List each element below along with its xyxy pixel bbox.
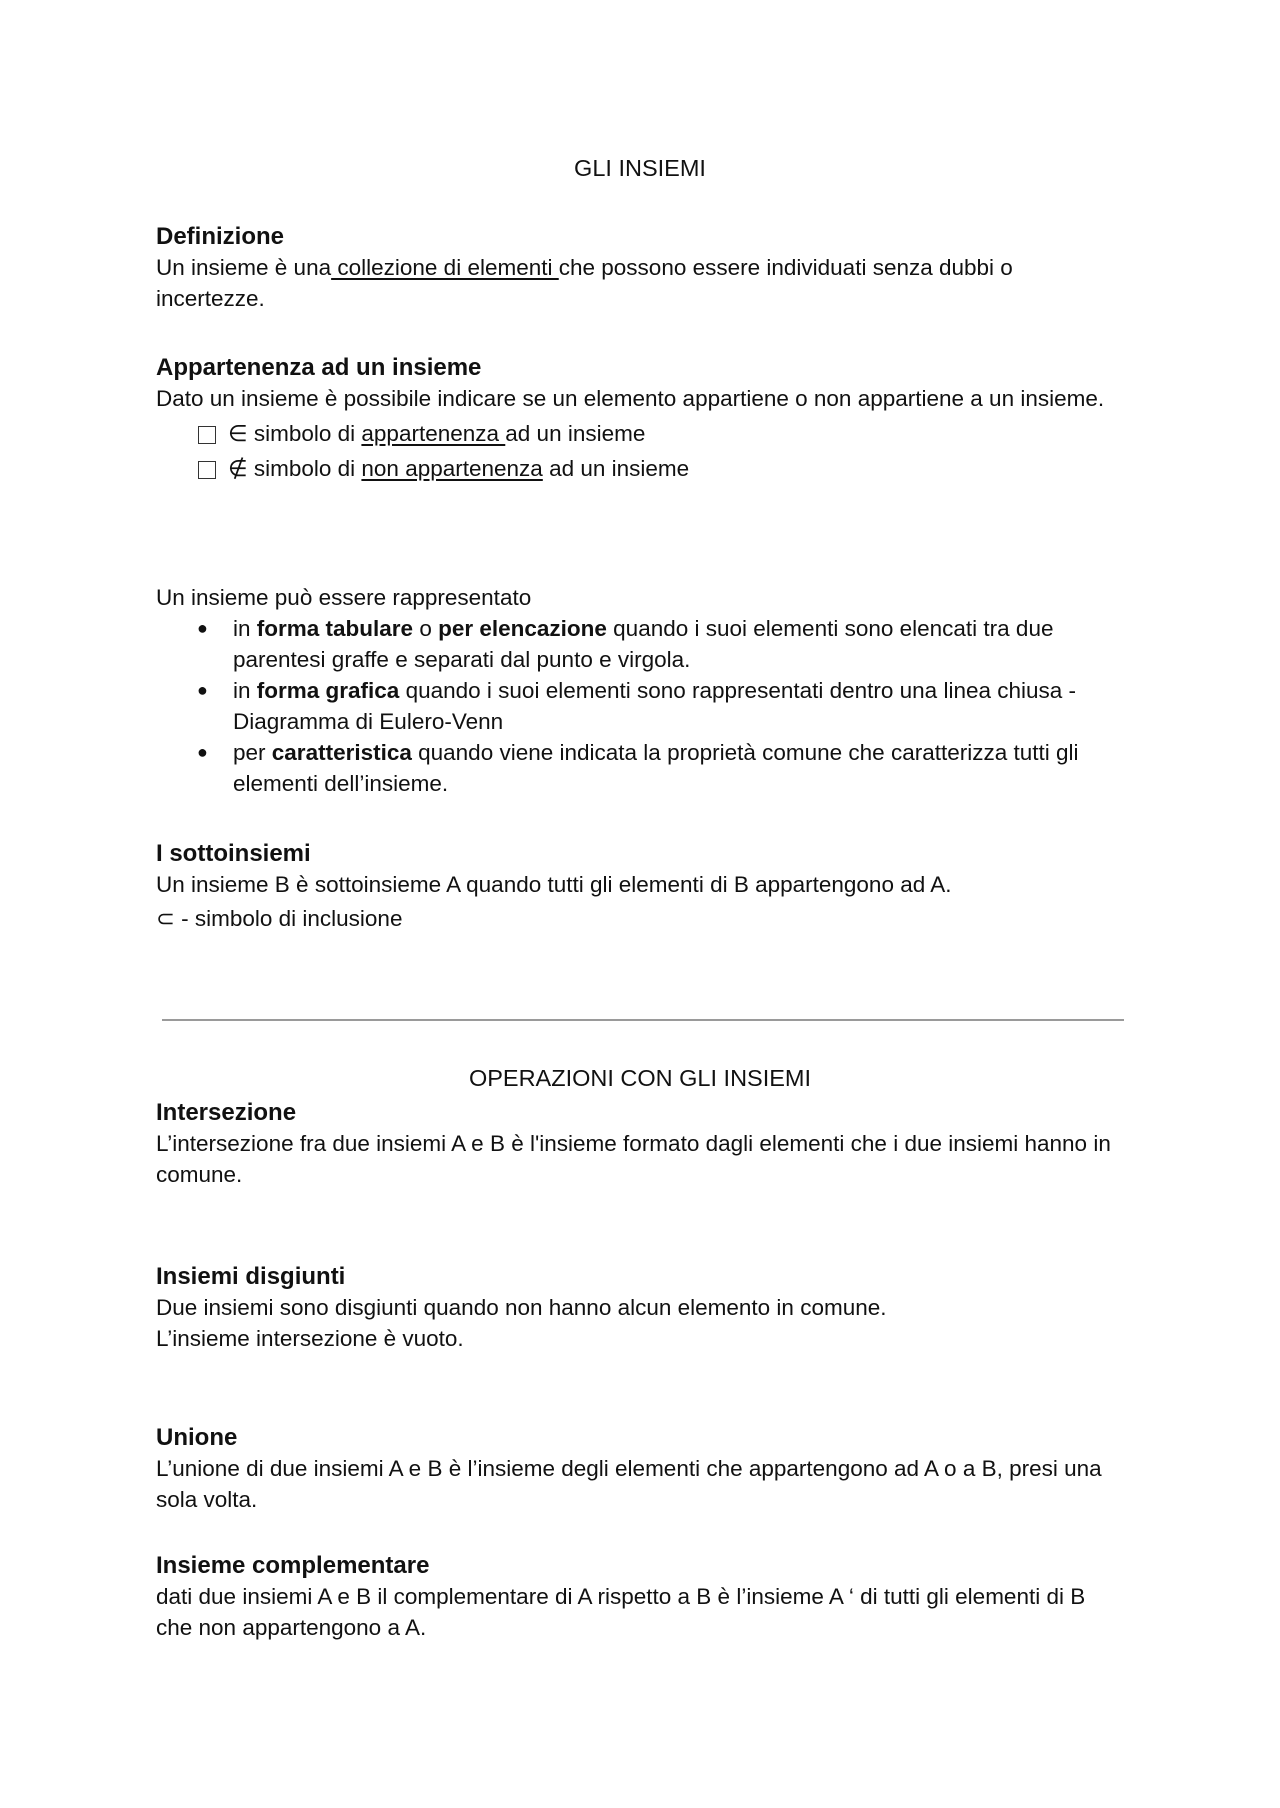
heading-appartenenza: Appartenenza ad un insieme bbox=[156, 354, 482, 381]
section-rappresentazione bbox=[156, 582, 1124, 799]
section-intersezione bbox=[156, 1098, 1124, 1190]
not-member-symbol: ∉ bbox=[228, 456, 248, 481]
section-appartenenza bbox=[156, 353, 1124, 486]
heading-definizione: Definizione bbox=[156, 223, 285, 250]
disgiunti-line-1: Due insiemi sono disgiunti quando non hanno alcun elemento in comune. bbox=[156, 1295, 887, 1320]
intersezione-text: L’intersezione fra due insiemi A e B è l'insieme formato dagli elementi che i due insiemi hanno in comune. bbox=[156, 1131, 1111, 1187]
inclusion-symbol-line: ⊂ - simbolo di inclusione bbox=[156, 906, 403, 931]
section-unione bbox=[156, 1423, 1124, 1515]
bullet: ● bbox=[197, 618, 208, 638]
disgiunti-line-2: L’insieme intersezione è vuoto. bbox=[156, 1326, 464, 1351]
section-complementare bbox=[156, 1551, 1124, 1643]
bullet: ● bbox=[197, 680, 208, 700]
member-symbol: ∈ bbox=[228, 421, 248, 446]
section-title-operazioni: OPERAZIONI CON GLI INSIEMI bbox=[468, 1065, 812, 1091]
horizontal-divider bbox=[162, 1019, 1124, 1021]
heading-intersezione: Intersezione bbox=[156, 1099, 297, 1126]
sottoinsiemi-text: Un insieme B è sottoinsieme A quando tutti gli elementi di B appartengono ad A. bbox=[156, 872, 952, 897]
checkbox[interactable] bbox=[198, 461, 216, 479]
page-title: GLI INSIEMI bbox=[574, 155, 706, 181]
list-item: ∈ simbolo di appartenenza ad un insieme bbox=[198, 416, 1124, 451]
bullet: ● bbox=[197, 742, 208, 762]
list-item: ● in forma grafica quando i suoi elementi sono rappresentati dentro una linea chiusa - Diagramma di Eulero-Venn bbox=[156, 675, 1124, 737]
list-item: ● per caratteristica quando viene indicata la proprietà comune che caratterizza tutti gli elementi dell’insieme. bbox=[156, 737, 1124, 799]
complementare-text: dati due insiemi A e B il complementare di A rispetto a B è l’insieme A ‘ di tutti gli elementi di B che non appartengono a A. bbox=[156, 1584, 1086, 1640]
definizione-text: Un insieme è una collezione di elementi che possono essere individuati senza dubbi o incertezze. bbox=[156, 255, 1013, 311]
heading-unione: Unione bbox=[156, 1424, 238, 1451]
checkbox[interactable] bbox=[198, 426, 216, 444]
appartenenza-text: Dato un insieme è possibile indicare se un elemento appartiene o non appartiene a un insieme. bbox=[156, 386, 1105, 411]
heading-complementare: Insieme complementare bbox=[156, 1552, 430, 1579]
heading-disgiunti: Insiemi disgiunti bbox=[156, 1263, 346, 1290]
unione-text: L’unione di due insiemi A e B è l’insieme degli elementi che appartengono ad A o a B, presi una sola volta. bbox=[156, 1456, 1102, 1512]
list-item: ● in forma tabulare o per elencazione quando i suoi elementi sono elencati tra due parentesi graffe e separati dal punto e virgola. bbox=[156, 613, 1124, 675]
section-sottoinsiemi bbox=[156, 839, 1124, 934]
rappresentazione-intro: Un insieme può essere rappresentato bbox=[156, 585, 532, 610]
section-disgiunti bbox=[156, 1262, 1124, 1354]
heading-sottoinsiemi: I sottoinsiemi bbox=[156, 840, 311, 867]
list-item: ∉ simbolo di non appartenenza ad un insieme bbox=[198, 451, 1124, 486]
section-definizione bbox=[156, 222, 1124, 314]
